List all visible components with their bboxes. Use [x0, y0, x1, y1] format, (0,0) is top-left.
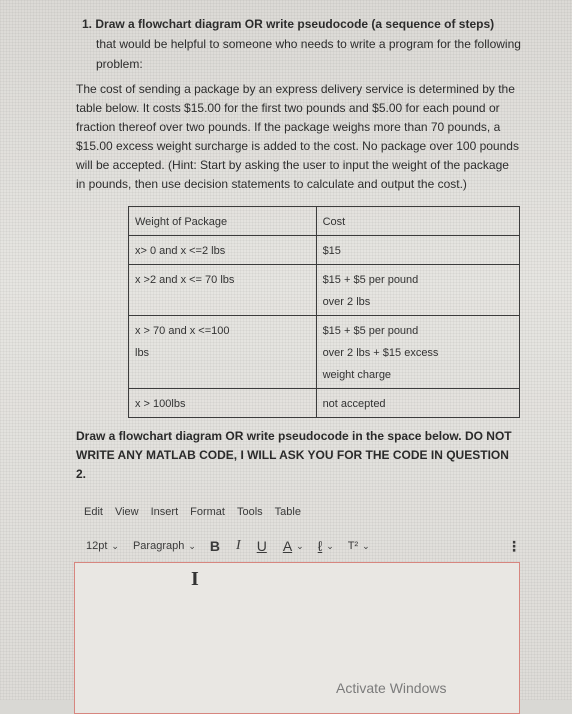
- more-options-icon[interactable]: ⋮: [507, 537, 520, 554]
- table-row: [129, 316, 520, 389]
- question-heading: [82, 14, 522, 74]
- question-title: Draw a flowchart diagram OR write pseudocode (a sequence of steps): [95, 17, 495, 31]
- font-size-select[interactable]: [86, 540, 119, 552]
- cost-line: $15 + $5 per pound: [322, 274, 419, 286]
- menu-tools[interactable]: Tools: [236, 506, 263, 518]
- header-cost: Cost: [316, 207, 519, 236]
- menu-edit[interactable]: Edit: [84, 506, 103, 518]
- editor-toolbar: [86, 536, 520, 556]
- text-color-button[interactable]: [283, 538, 304, 554]
- superscript-button[interactable]: [348, 540, 370, 552]
- answer-instruction: Draw a flowchart diagram OR write pseudocode in the space below. DO NOT WRITE ANY MATLAB CODE, I WILL ASK YOU FOR THE CODE IN QUESTION 2.: [76, 429, 512, 481]
- question-rest: that would be helpful to someone who needs to write a program for the following problem:: [96, 37, 521, 71]
- chevron-down-icon: ⌄: [296, 540, 304, 551]
- underline-button[interactable]: U: [256, 538, 267, 554]
- cost-cell: [316, 316, 519, 389]
- weight-cell: [129, 389, 317, 418]
- cost-line: $15: [322, 245, 341, 257]
- menu-view[interactable]: View: [114, 506, 139, 518]
- highlight-button[interactable]: [318, 538, 334, 554]
- block-format-select[interactable]: [133, 540, 196, 552]
- weight-line: x> 0 and x <=2 lbs: [135, 245, 226, 257]
- table-row: [129, 265, 520, 316]
- weight-cell: [129, 265, 317, 316]
- chevron-down-icon: ⌄: [362, 540, 370, 551]
- cost-line: over 2 lbs + $15 excess: [322, 347, 439, 359]
- highlight-icon: ℓ: [317, 538, 323, 554]
- weight-line: x > 70 and x <=100: [135, 325, 230, 337]
- question-number: 1.: [82, 17, 93, 31]
- menu-insert[interactable]: Insert: [150, 506, 179, 518]
- table-header-row: [129, 207, 520, 236]
- cost-cell: [316, 265, 519, 316]
- italic-button[interactable]: I: [236, 538, 241, 553]
- menu-table[interactable]: Table: [274, 506, 301, 518]
- editor-menubar: [84, 506, 301, 518]
- bold-button[interactable]: B: [209, 538, 221, 554]
- menu-format[interactable]: Format: [190, 506, 225, 518]
- chevron-down-icon: ⌄: [326, 540, 334, 551]
- superscript-icon: T²: [347, 540, 359, 552]
- cost-line: weight charge: [322, 369, 392, 381]
- header-weight: Weight of Package: [129, 207, 317, 236]
- block-format-value: Paragraph: [132, 540, 185, 552]
- cost-table: [128, 206, 520, 418]
- cost-line: $15 + $5 per pound: [322, 325, 419, 337]
- table-row: [129, 236, 520, 265]
- text-cursor-icon: I: [191, 568, 199, 590]
- weight-line: lbs: [135, 347, 150, 359]
- cost-cell: [316, 236, 519, 265]
- text-color-icon: A: [282, 538, 293, 554]
- cost-cell: [316, 389, 519, 418]
- answer-editor[interactable]: [74, 562, 520, 714]
- weight-line: x > 100lbs: [135, 398, 186, 410]
- cost-line: over 2 lbs: [322, 296, 371, 308]
- cost-line: not accepted: [322, 398, 386, 410]
- weight-line: x >2 and x <= 70 lbs: [135, 274, 235, 286]
- font-size-value: 12pt: [86, 540, 108, 552]
- table-row: [129, 389, 520, 418]
- chevron-down-icon: ⌄: [188, 540, 196, 551]
- activate-windows-watermark: Activate Windows: [336, 680, 447, 696]
- chevron-down-icon: ⌄: [111, 540, 119, 551]
- weight-cell: [129, 316, 317, 389]
- problem-text: The cost of sending a package by an express delivery service is determined by the table below. It costs $15.00 for the first two pounds and $5.00 for each pound or fraction thereof over two pounds. If the package weighs more than 70 pounds, a $15.00 excess weight surcharge is added to the cost. No package over 100 pounds will be accepted. (Hint: Start by asking the user to input the weight of the package in pounds, then use decision statements to calculate and output the cost.): [76, 82, 519, 191]
- weight-cell: [129, 236, 317, 265]
